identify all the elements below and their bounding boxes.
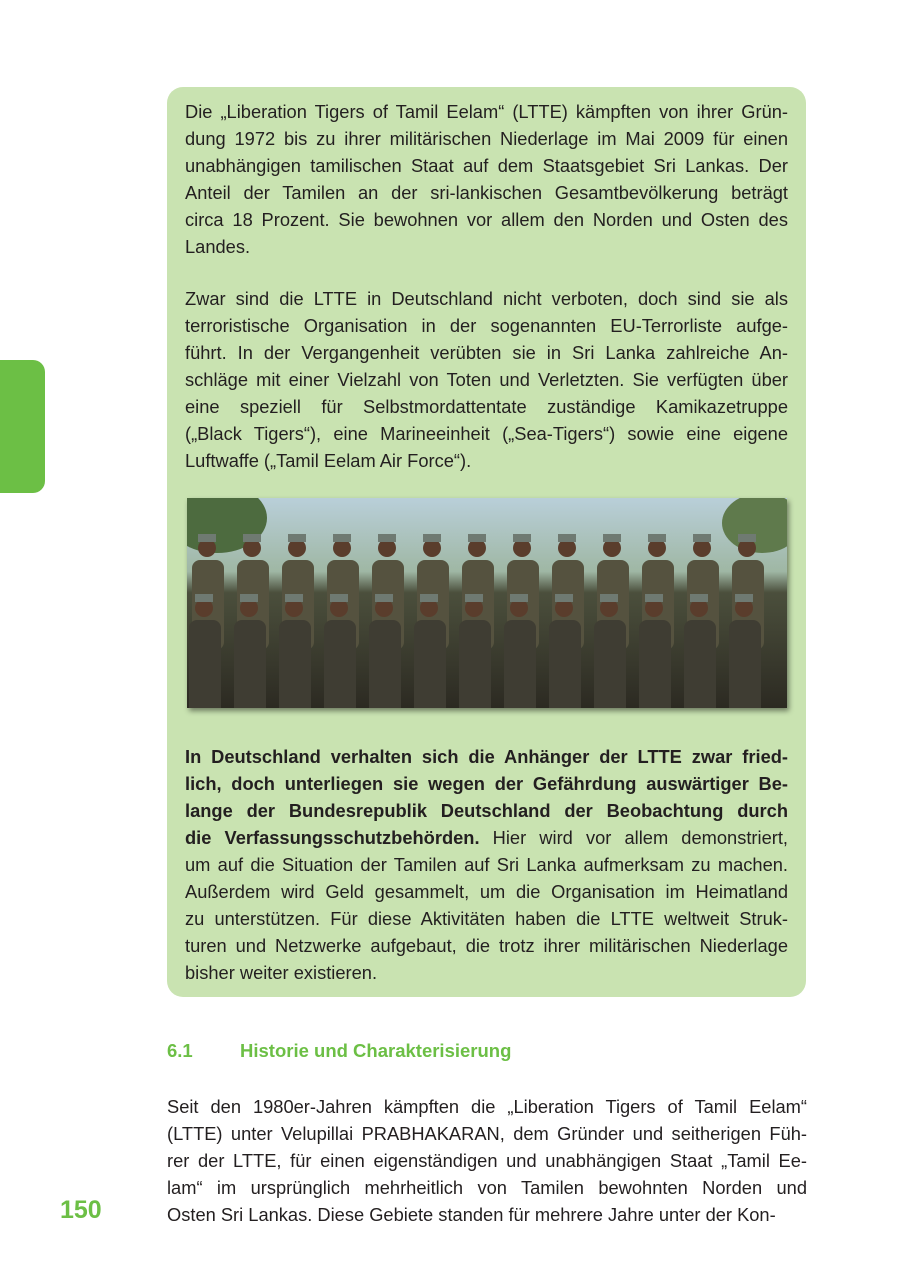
soldier-figure xyxy=(234,620,266,708)
text-line: eine speziell für Selbstmordattentate zuständige Kamikazetruppe xyxy=(185,396,788,417)
soldier-cap xyxy=(648,534,666,542)
soldier-cap xyxy=(285,594,303,602)
soldier-cap xyxy=(555,594,573,602)
info-paragraph-3 xyxy=(185,743,788,986)
ltte-group-photo xyxy=(187,498,787,708)
text-line xyxy=(185,905,788,932)
normal-text: bisher weiter existieren. xyxy=(185,962,378,983)
text-line: Landes. xyxy=(185,236,251,257)
text-line: Luftwaffe („Tamil Eelam Air Force“). xyxy=(185,450,472,471)
soldier-cap xyxy=(513,534,531,542)
body-paragraph xyxy=(167,1093,807,1228)
soldier-cap xyxy=(423,534,441,542)
soldier-figure xyxy=(369,620,401,708)
text-line xyxy=(185,824,788,851)
soldier-cap xyxy=(603,534,621,542)
section-title: Historie und Charakterisierung xyxy=(240,1040,512,1061)
soldier-cap xyxy=(738,534,756,542)
normal-text: Außerdem wird Geld gesammelt, um die Organisation im Heimatland xyxy=(185,881,788,902)
soldier-cap xyxy=(420,594,438,602)
text-line: terroristische Organisation in der sogenannten EU-Terrorliste aufge- xyxy=(185,315,788,336)
soldier-figure xyxy=(459,620,491,708)
text-line xyxy=(185,851,788,878)
soldier-figure xyxy=(594,620,626,708)
normal-text: um auf die Situation der Tamilen auf Sri Lanka aufmerksam zu machen. xyxy=(185,854,788,875)
soldier-cap xyxy=(558,534,576,542)
text-line: Osten Sri Lankas. Diese Gebiete standen für mehrere Jahre unter der Kon- xyxy=(167,1204,776,1225)
soldier-cap xyxy=(375,594,393,602)
soldier-cap xyxy=(510,594,528,602)
soldier-cap xyxy=(330,594,348,602)
text-line: rer der LTTE, für einen eigenständigen und unabhängigen Staat „Tamil Ee- xyxy=(167,1150,807,1171)
text-line: schläge mit einer Vielzahl von Toten und Verletzten. Sie verfügten über xyxy=(185,369,788,390)
text-line: lam“ im ursprünglich mehrheitlich von Tamilen bewohnten Norden und xyxy=(167,1177,807,1198)
text-line xyxy=(185,797,788,824)
text-line xyxy=(185,959,788,986)
soldier-figure xyxy=(279,620,311,708)
soldier-cap xyxy=(198,534,216,542)
text-line xyxy=(185,743,788,770)
bold-text: die Verfassungsschutzbehörden. xyxy=(185,827,480,848)
soldier-figure xyxy=(504,620,536,708)
text-line: („Black Tigers“), eine Marineeinheit („Sea-Tigers“) sowie eine eigene xyxy=(185,423,788,444)
normal-text: Hier wird vor allem demonstriert, xyxy=(479,827,788,848)
text-line xyxy=(185,932,788,959)
chapter-tab-marker xyxy=(0,360,45,493)
soldier-figure xyxy=(189,620,221,708)
soldier-figure xyxy=(549,620,581,708)
info-paragraph-2 xyxy=(185,285,788,474)
soldier-cap xyxy=(243,534,261,542)
text-line: circa 18 Prozent. Sie bewohnen vor allem den Norden und Osten des xyxy=(185,209,788,230)
soldier-figure xyxy=(729,620,761,708)
soldier-figure xyxy=(414,620,446,708)
soldier-figure xyxy=(639,620,671,708)
text-line: Die „Liberation Tigers of Tamil Eelam“ (LTTE) kämpften von ihrer Grün- xyxy=(185,101,788,122)
text-line: unabhängigen tamilischen Staat auf dem Staatsgebiet Sri Lankas. Der xyxy=(185,155,788,176)
soldier-figure xyxy=(324,620,356,708)
text-line xyxy=(185,878,788,905)
soldier-cap xyxy=(333,534,351,542)
page-number: 150 xyxy=(60,1196,102,1224)
bold-text: In Deutschland verhalten sich die Anhänger der LTTE zwar fried- xyxy=(185,746,788,767)
soldier-cap xyxy=(240,594,258,602)
soldier-cap xyxy=(288,534,306,542)
soldier-cap xyxy=(468,534,486,542)
text-line: dung 1972 bis zu ihrer militärischen Niederlage im Mai 2009 für einen xyxy=(185,128,788,149)
text-line: Zwar sind die LTTE in Deutschland nicht verboten, doch sind sie als xyxy=(185,288,788,309)
soldier-cap xyxy=(465,594,483,602)
soldier-cap xyxy=(600,594,618,602)
soldier-figure xyxy=(684,620,716,708)
text-line: Seit den 1980er-Jahren kämpften die „Liberation Tigers of Tamil Eelam“ xyxy=(167,1096,807,1117)
normal-text: turen und Netzwerke aufgebaut, die trotz ihrer militärischen Niederlage xyxy=(185,935,788,956)
soldier-cap xyxy=(693,534,711,542)
normal-text: zu unterstützen. Für diese Aktivitäten haben die LTTE weltweit Struk- xyxy=(185,908,788,929)
text-line: führt. In der Vergangenheit verübten sie in Sri Lanka zahlreiche An- xyxy=(185,342,788,363)
section-heading xyxy=(167,1040,511,1062)
bold-text: lich, doch unterliegen sie wegen der Gefährdung auswärtiger Be- xyxy=(185,773,788,794)
info-paragraph-1 xyxy=(185,98,788,260)
soldier-cap xyxy=(690,594,708,602)
soldier-cap xyxy=(378,534,396,542)
text-line xyxy=(185,770,788,797)
section-number: 6.1 xyxy=(167,1040,193,1061)
soldier-cap xyxy=(195,594,213,602)
soldier-cap xyxy=(645,594,663,602)
bold-text: lange der Bundesrepublik Deutschland der Beobachtung durch xyxy=(185,800,788,821)
soldier-cap xyxy=(735,594,753,602)
text-line: (LTTE) unter Velupillai PRABHAKARAN, dem Gründer und seitherigen Füh- xyxy=(167,1123,807,1144)
text-line: Anteil der Tamilen an der sri-lankischen Gesamtbevölkerung beträgt xyxy=(185,182,788,203)
